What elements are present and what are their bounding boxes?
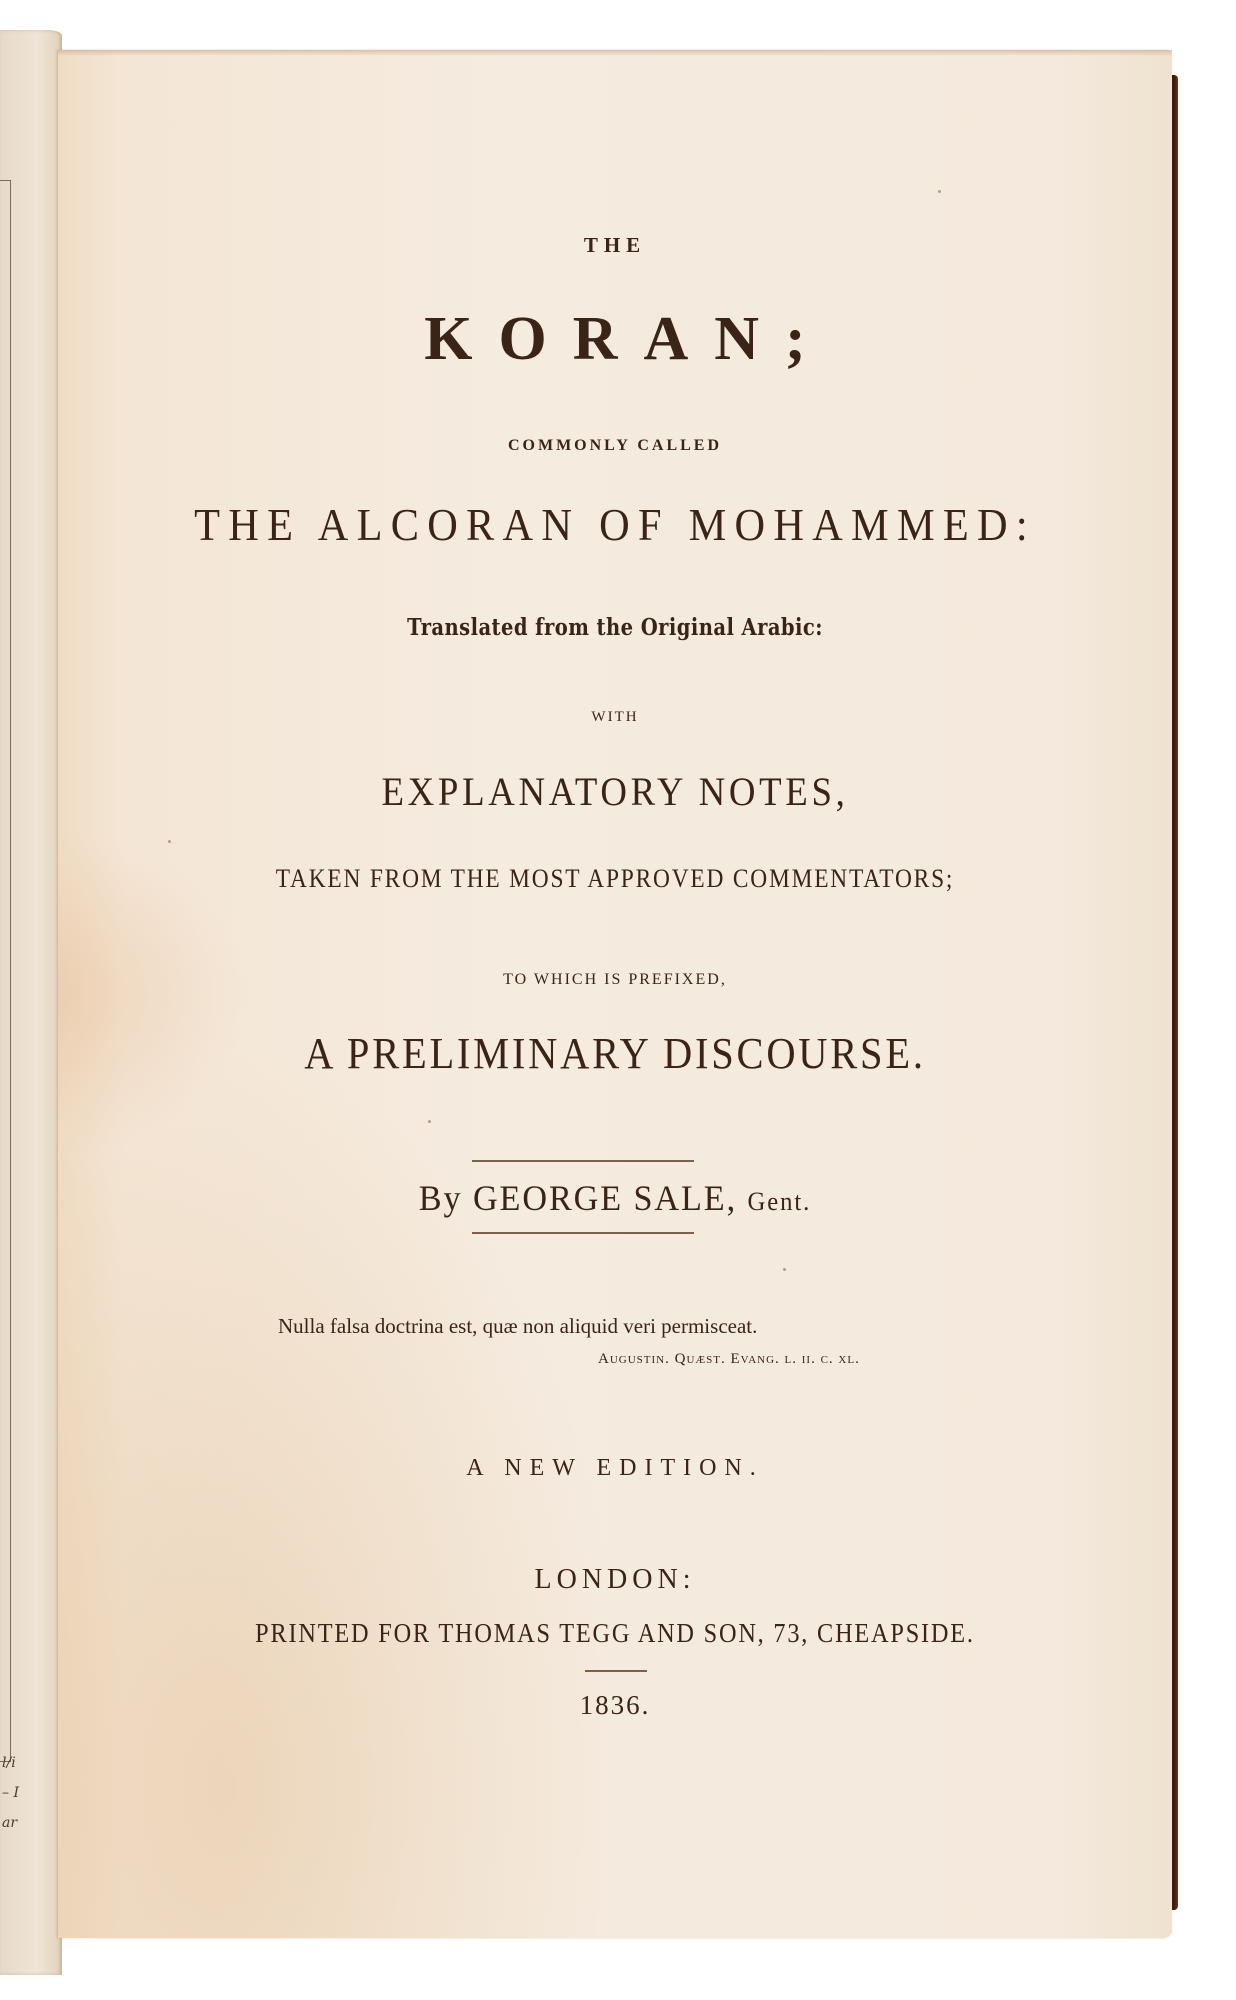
imprint-city: LONDON:	[534, 1564, 696, 1595]
paper-speck	[428, 1120, 431, 1123]
imprint-year: 1836.	[579, 1690, 651, 1720]
title-article: THE	[583, 233, 647, 257]
divider-rule	[472, 1232, 694, 1234]
notes-heading: EXPLANATORY NOTES,	[381, 769, 849, 814]
commonly-called-label: COMMONLY CALLED	[507, 437, 723, 454]
handwritten-mark: l/i	[2, 1755, 16, 1771]
author-line	[86, 1180, 1144, 1216]
divider-rule	[472, 1160, 694, 1162]
discourse-heading: A PRELIMINARY DISCOURSE.	[304, 1029, 926, 1078]
notes-source: TAKEN FROM THE MOST APPROVED COMMENTATORS;	[275, 864, 955, 893]
handwritten-mark: ar	[2, 1815, 18, 1831]
facing-page-edge	[0, 30, 62, 1975]
paper-speck	[783, 1268, 786, 1271]
epigraph-quote: Nulla falsa doctrina est, quæ non aliquid veri permisceat.	[278, 1314, 758, 1338]
author-suffix: Gent.	[747, 1187, 812, 1216]
edition-label: A NEW EDITION.	[466, 1455, 764, 1481]
prefixed-label: TO WHICH IS PREFIXED,	[503, 971, 727, 988]
divider-rule	[585, 1670, 647, 1672]
paper-speck	[938, 190, 941, 193]
alternate-title: THE ALCORAN OF MOHAMMED:	[194, 499, 1036, 550]
imprint-printer: PRINTED FOR THOMAS TEGG AND SON, 73, CHEAPSIDE.	[255, 1618, 975, 1648]
engraving-frame-line	[0, 180, 11, 1762]
with-label: WITH	[591, 709, 639, 725]
main-title: KORAN;	[424, 305, 832, 373]
handwritten-mark: – I	[2, 1785, 19, 1801]
author-by: By	[418, 1178, 463, 1218]
title-page	[58, 50, 1172, 1938]
author-name: GEORGE SALE,	[472, 1178, 738, 1218]
paper-speck	[168, 840, 171, 843]
translation-note: Translated from the Original Arabic:	[407, 614, 823, 641]
epigraph-citation: Augustin. Quæst. Evang. l. ii. c. xl.	[598, 1351, 860, 1367]
